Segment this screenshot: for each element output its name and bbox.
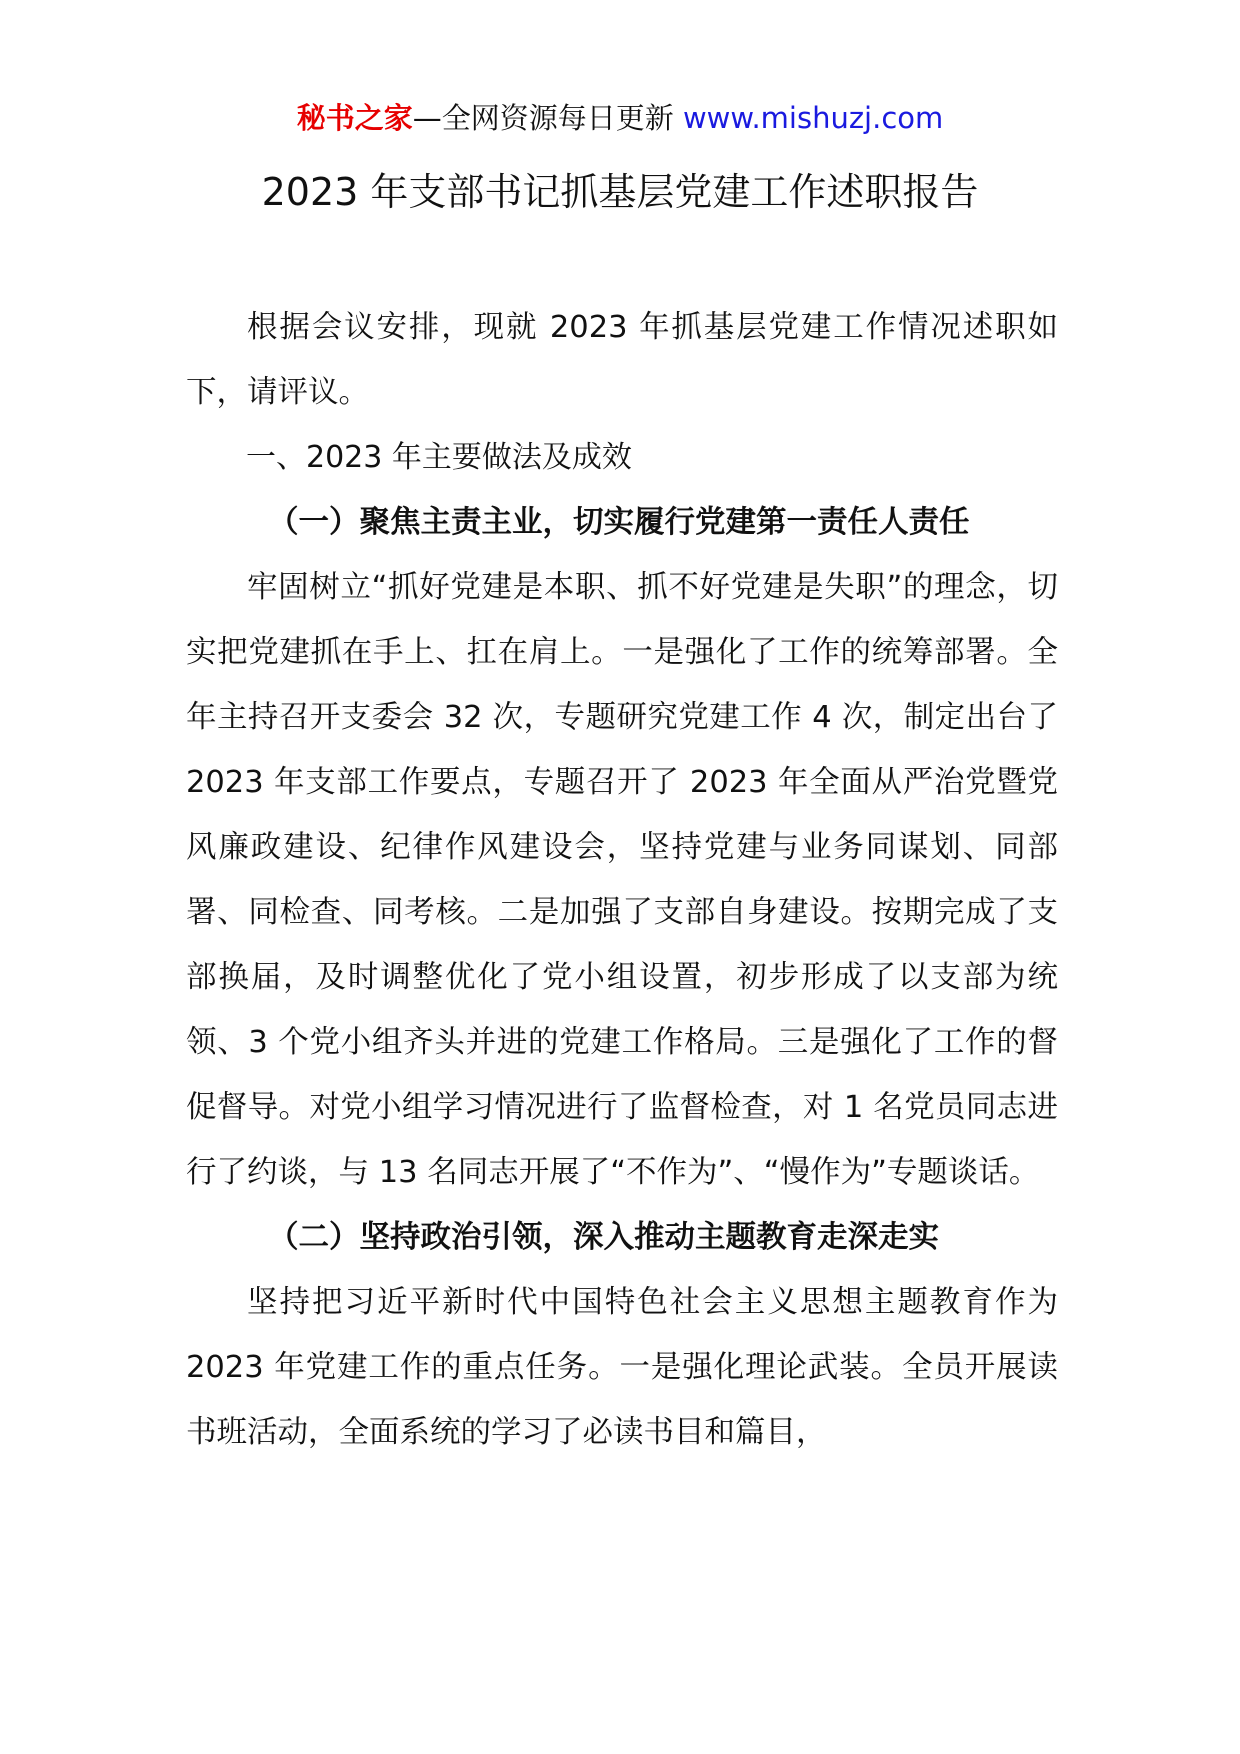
subsection-body-2: 坚持把习近平新时代中国特色社会主义思想主题教育作为 2023 年党建工作的重点任务。一是强化理论武装。全员开展读书班活动，全面系统的学习了必读书目和篇目，: [186, 1285, 1058, 1450]
brand-name: 秘书之家: [296, 101, 413, 135]
site-url: www.mishuzj.com: [682, 101, 944, 135]
document-body: [186, 295, 1058, 1465]
subsection-heading-1: （一）聚焦主责主业，切实履行党建第一责任人责任: [268, 505, 970, 540]
subsection-heading-2: （二）坚持政治引领，深入推动主题教育走深走实: [268, 1220, 939, 1255]
intro-paragraph: 根据会议安排，现就 2023 年抓基层党建工作情况述职如下，请评议。: [186, 310, 1058, 410]
page-header: [0, 98, 1240, 138]
document-title: 2023 年支部书记抓基层党建工作述职报告: [261, 170, 979, 214]
subsection-body-1: 牢固树立“抓好党建是本职、抓不好党建是失职”的理念，切实把党建抓在手上、扛在肩上。一是强化了工作的统筹部署。全年主持召开支委会 32 次，专题研究党建工作 4 次，制定出台了 2023 年支部工作要点，专题召开了 2023 年全面从严治党暨党风廉政建设、纪律作风建设会，坚持党建与业务同谋划、同部署、同检查、同考核。二是加强了支部自身建设。按期完成了支部换届，及时调整优化了党小组设置，初步形成了以支部为统领、3 个党小组齐头并进的党建工作格局。三是强化了工作的督促督导。对党小组学习情况进行了监督检查，对 1 名党员同志进行了约谈，与 13 名同志开展了“不作为”、“慢作为”专题谈话。: [186, 570, 1058, 1190]
section-heading-1: 一、2023 年主要做法及成效: [246, 440, 632, 475]
header-tagline: —全网资源每日更新: [412, 101, 683, 135]
